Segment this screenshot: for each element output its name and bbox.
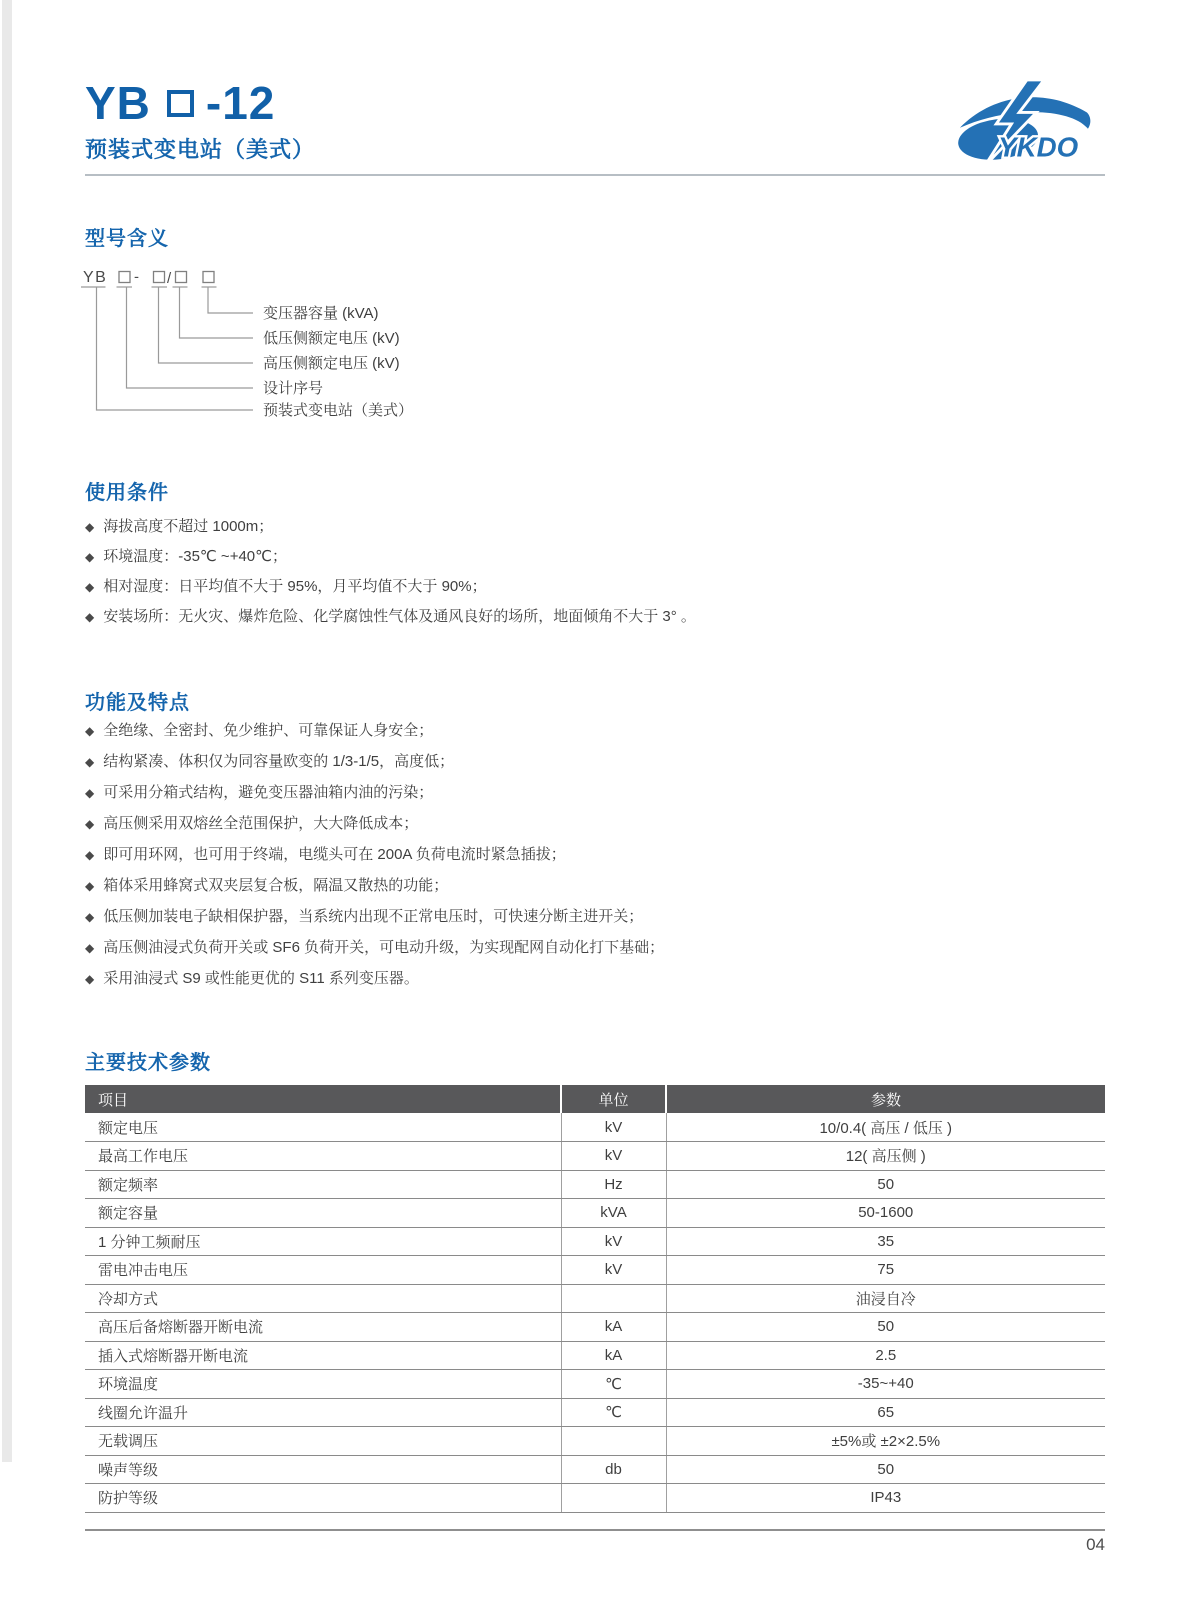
table-row [85, 1142, 1105, 1171]
cell-item: 插入式熔断器开断电流 [85, 1341, 561, 1370]
feature-text: 即可用环网，也可用于终端，电缆头可在 200A 负荷电流时紧急插拔； [103, 846, 566, 863]
cell-parameter: 油浸自冷 [666, 1284, 1105, 1313]
page-number: 04 [1086, 1535, 1105, 1554]
list-item [85, 932, 1105, 963]
cell-item: 无载调压 [85, 1427, 561, 1456]
list-item [85, 512, 1105, 542]
cell-item: 额定电压 [85, 1113, 561, 1142]
diagram-label: 设计序号 [263, 380, 324, 397]
table-row [85, 1398, 1105, 1427]
cell-unit [561, 1284, 666, 1313]
column-header-unit: 单位 [561, 1085, 666, 1113]
list-item [85, 542, 1105, 572]
diagram-labels [263, 305, 413, 419]
diamond-bullet-icon: ◆ [85, 755, 95, 769]
section-heading-model: 型号含义 [85, 228, 169, 250]
section-heading-parameters: 主要技术参数 [85, 1052, 211, 1074]
footer-divider [85, 1529, 1105, 1531]
table-row [85, 1370, 1105, 1399]
cell-unit: kVA [561, 1199, 666, 1228]
list-item [85, 602, 1105, 632]
cell-parameter: IP43 [666, 1484, 1105, 1513]
cell-parameter: 35 [666, 1227, 1105, 1256]
cell-item: 环境温度 [85, 1370, 561, 1399]
cell-parameter: 65 [666, 1398, 1105, 1427]
list-item [85, 572, 1105, 602]
table-row [85, 1113, 1105, 1142]
table-header-row [85, 1085, 1105, 1113]
model-box-icon [154, 272, 165, 283]
cell-unit: ℃ [561, 1370, 666, 1399]
diamond-bullet-icon: ◆ [85, 550, 95, 564]
list-item [85, 870, 1105, 901]
cell-item: 防护等级 [85, 1484, 561, 1513]
cell-parameter: 75 [666, 1256, 1105, 1285]
diamond-bullet-icon: ◆ [85, 610, 95, 624]
cell-parameter: 50-1600 [666, 1199, 1105, 1228]
table-row [85, 1455, 1105, 1484]
diamond-bullet-icon: ◆ [85, 520, 95, 534]
table-row [85, 1313, 1105, 1342]
diagram-label: 低压侧额定电压 (kV) [263, 330, 400, 347]
model-dash: - [134, 268, 139, 286]
condition-text: 环境温度：-35℃ ~+40℃； [103, 548, 287, 565]
diagram-label: 变压器容量 (kVA) [263, 305, 379, 322]
diagram-label: 预装式变电站（美式） [263, 402, 414, 419]
section-heading-features: 功能及特点 [85, 692, 190, 714]
table-row [85, 1199, 1105, 1228]
list-item [85, 963, 1105, 994]
cell-item: 高压后备熔断器开断电流 [85, 1313, 561, 1342]
cell-unit: Hz [561, 1170, 666, 1199]
table-row [85, 1427, 1105, 1456]
feature-text: 可采用分箱式结构，避免变压器油箱内油的污染； [103, 784, 434, 801]
cell-unit [561, 1427, 666, 1456]
diamond-bullet-icon: ◆ [85, 848, 95, 862]
list-item [85, 839, 1105, 870]
cell-unit: db [561, 1455, 666, 1484]
model-placeholder-box-icon [167, 90, 194, 117]
cell-item: 1 分钟工频耐压 [85, 1227, 561, 1256]
cell-parameter: ±5%或 ±2×2.5% [666, 1427, 1105, 1456]
parameters-table [85, 1085, 1105, 1513]
company-logo [948, 80, 1096, 166]
diamond-bullet-icon: ◆ [85, 724, 95, 738]
cell-item: 噪声等级 [85, 1455, 561, 1484]
condition-text: 安装场所：无火灾、爆炸危险、化学腐蚀性气体及通风良好的场所，地面倾角不大于 3° 。 [103, 608, 696, 625]
table-row [85, 1227, 1105, 1256]
feature-text: 高压侧采用双熔丝全范围保护，大大降低成本； [103, 815, 419, 832]
title-prefix: YB [85, 77, 151, 129]
cell-parameter: 50 [666, 1455, 1105, 1484]
model-designation-diagram [80, 262, 560, 424]
diamond-bullet-icon: ◆ [85, 786, 95, 800]
condition-text: 相对湿度：日平均值不大于 95%，月平均值不大于 90%； [103, 578, 487, 595]
logo-text: YKDO [998, 131, 1079, 163]
table-row [85, 1256, 1105, 1285]
list-item [85, 777, 1105, 808]
column-header-item: 项目 [85, 1085, 561, 1113]
cell-item: 额定频率 [85, 1170, 561, 1199]
diamond-bullet-icon: ◆ [85, 910, 95, 924]
features-list [85, 715, 1105, 994]
cell-unit: kV [561, 1227, 666, 1256]
cell-unit: kV [561, 1113, 666, 1142]
feature-text: 采用油浸式 S9 或性能更优的 S11 系列变压器。 [103, 970, 419, 987]
diamond-bullet-icon: ◆ [85, 817, 95, 831]
cell-unit: ℃ [561, 1398, 666, 1427]
cell-item: 线圈允许温升 [85, 1398, 561, 1427]
table-body [85, 1113, 1105, 1512]
feature-text: 结构紧凑、体积仅为同容量欧变的 1/3-1/5，高度低； [103, 753, 455, 770]
model-box-icon [176, 272, 187, 283]
cell-parameter: 50 [666, 1170, 1105, 1199]
cell-unit: kA [561, 1341, 666, 1370]
page-title [85, 76, 275, 130]
table-row [85, 1484, 1105, 1513]
cell-unit: kV [561, 1142, 666, 1171]
cell-item: 冷却方式 [85, 1284, 561, 1313]
diagram-connectors [97, 287, 254, 410]
cell-parameter: 50 [666, 1313, 1105, 1342]
cell-item: 额定容量 [85, 1199, 561, 1228]
condition-text: 海拔高度不超过 1000m； [103, 518, 274, 535]
model-slash: / [167, 270, 172, 287]
page-edge-shading [2, 0, 12, 1462]
list-item [85, 746, 1105, 777]
page-subtitle: 预装式变电站（美式） [85, 137, 316, 162]
feature-text: 低压侧加装电子缺相保护器，当系统内出现不正常电压时，可快速分断主进开关； [103, 908, 644, 925]
cell-item: 最高工作电压 [85, 1142, 561, 1171]
cell-unit: kV [561, 1256, 666, 1285]
cell-parameter: 2.5 [666, 1341, 1105, 1370]
cell-unit: kA [561, 1313, 666, 1342]
model-box-icon [119, 272, 130, 283]
section-heading-conditions: 使用条件 [85, 482, 169, 504]
diamond-bullet-icon: ◆ [85, 580, 95, 594]
feature-text: 全绝缘、全密封、免少维护、可靠保证人身安全； [103, 722, 434, 739]
column-header-parameter: 参数 [666, 1085, 1105, 1113]
feature-text: 箱体采用蜂窝式双夹层复合板，隔温又散热的功能； [103, 877, 449, 894]
diamond-bullet-icon: ◆ [85, 879, 95, 893]
title-suffix: -12 [205, 77, 276, 129]
cell-parameter: -35~+40 [666, 1370, 1105, 1399]
table-row [85, 1170, 1105, 1199]
list-item [85, 901, 1105, 932]
header-divider [85, 174, 1105, 176]
diamond-bullet-icon: ◆ [85, 972, 95, 986]
cell-parameter: 10/0.4( 高压 / 低压 ) [666, 1113, 1105, 1142]
model-box-icon [203, 272, 214, 283]
list-item [85, 808, 1105, 839]
diamond-bullet-icon: ◆ [85, 941, 95, 955]
cell-parameter: 12( 高压侧 ) [666, 1142, 1105, 1171]
conditions-list [85, 512, 1105, 632]
cell-item: 雷电冲击电压 [85, 1256, 561, 1285]
table-row [85, 1284, 1105, 1313]
model-prefix: YB [83, 269, 108, 286]
table-row [85, 1341, 1105, 1370]
feature-text: 高压侧油浸式负荷开关或 SF6 负荷开关，可电动升级，为实现配网自动化打下基础； [103, 939, 665, 956]
list-item [85, 715, 1105, 746]
diagram-label: 高压侧额定电压 (kV) [263, 355, 400, 372]
cell-unit [561, 1484, 666, 1513]
